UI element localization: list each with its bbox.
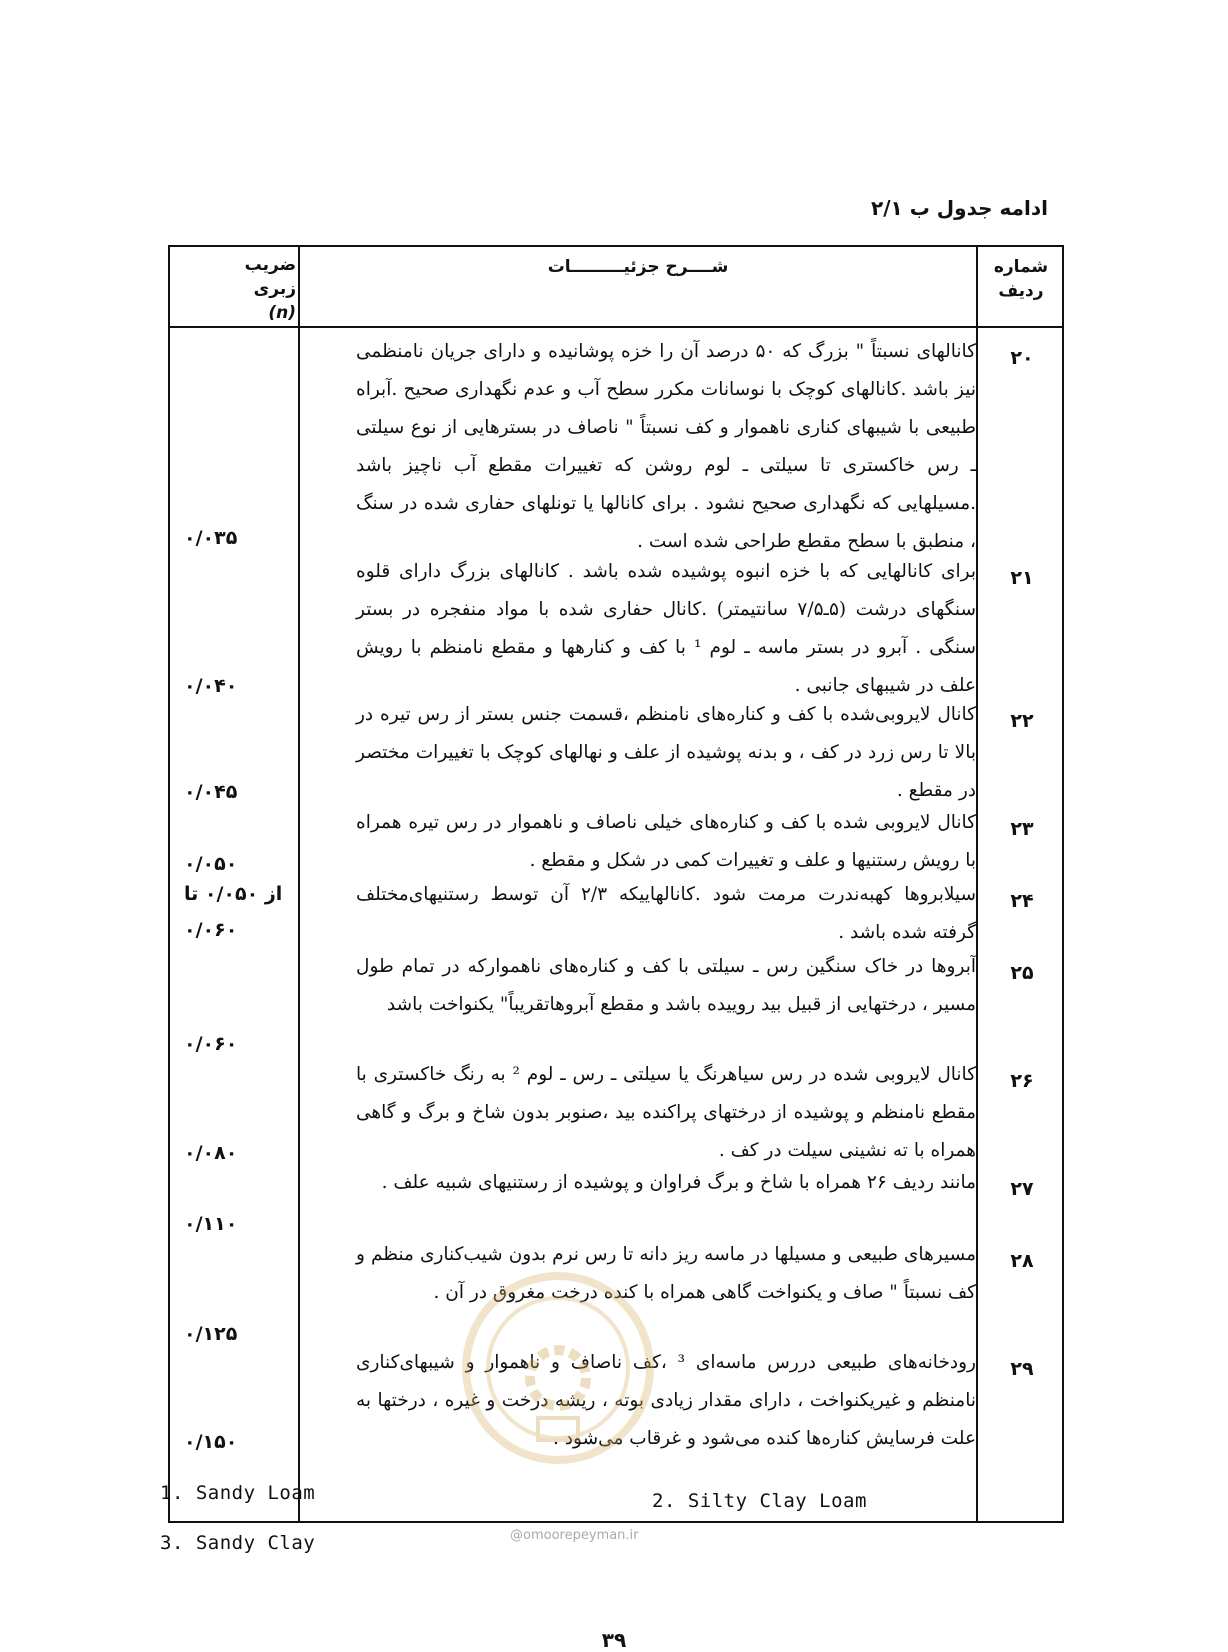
row-coefficient: ۰/۰۴۰ [184,675,238,697]
header-coef-line: ضریب [244,255,296,275]
row-coefficient: از ۰/۰۵۰ تا ۰/۰۶۰ [184,883,283,941]
row-number: ۲۹ [1010,1358,1034,1380]
row-number: ۲۵ [1010,962,1034,984]
row-description: رودخانه‌های طبیعی دررس ماسه‌ای ³ ،کف ناصاف و ناهموار و شیبهای‌کناری نامنظم و غیریکنواخت ، دارای مقدار زیادی بوته ، ریشه درخت و غیره ، درختها به علت فرسایش کناره‌ها کنده می‌شود و غرقاب می‌شود . [356,1352,976,1449]
row-number: ۲۶ [1010,1070,1034,1092]
footnote-1: 1. Sandy Loam [160,1482,316,1504]
table-continuation-heading: ادامه جدول ب ۲/۱ [871,196,1048,220]
row-number: ۲۸ [1010,1250,1034,1272]
row-description: مسیرهای طبیعی و مسیلها در ماسه ریز دانه تا رس نرم بدون شیب‌کناری منظم و کف نسبتاً " صاف و یکنواخت گاهی همراه با کنده درخت مغروق در آن . [356,1244,976,1303]
row-description: کانال لایروبی شده در رس سیاهرنگ یا سیلتی ـ رس ـ لوم ² به رنگ خاکستری با مقطع نامنظم و پوشیده از درختهای پراکنده بید ،صنوبر بدون شاخ و برگ و گاهی همراه با ته نشینی سیلت در کف . [356,1064,977,1161]
row-coefficient: ۰/۰۸۰ [184,1142,238,1164]
row-number: ۲۱ [1010,567,1034,589]
page-number: ۳۹ [601,1628,627,1652]
row-description: برای کانالهایی که با خزه انبوه پوشیده شده باشد . کانالهای بزرگ دارای قلوه سنگهای درشت (۵ـ۷/۵ سانتیمتر) .کانال حفاری شده با مواد منفجره در بستر سنگی . آبرو در بستر ماسه ـ لوم ¹ با کف و کنارهها و مقطع نامنظم با رویش علف در شیبهای جانبی . [356,561,976,696]
row-description: سیلابروها کهبه‌ندرت مرمت شود .کانالهاییکه ۲/۳ آن توسط رستنیهای‌مختلف گرفته شده باشد . [356,884,976,943]
row-coefficient: ۰/۱۱۰ [184,1213,238,1235]
header-row-number [978,255,1064,303]
row-coefficient: ۰/۰۶۰ [184,1033,238,1055]
header-description: شــــرح جزئیـــــــــات [547,257,729,277]
row-coefficient: ۰/۱۲۵ [184,1323,238,1345]
column-divider [298,247,300,1521]
row-coefficient: ۰/۱۵۰ [184,1431,238,1453]
header-coef-line: زبری [253,279,296,299]
footnote-3: 3. Sandy Clay [160,1532,316,1554]
footnote-2: 2. Silty Clay Loam [652,1490,867,1512]
row-number: ۲۳ [1010,818,1034,840]
row-description: کانالهای نسبتاً " بزرگ که ۵۰ درصد آن را خزه پوشانیده و دارای جریان نامنظمی نیز باشد .کانالهای کوچک با نوسانات مکرر سطح آب و عدم نگهداری صحیح .آبراه طبیعی با شیبهای کناری ناهموار و کف نسبتاً " ناصاف در بسترهایی از نوع سیلتی ـ رس خاکستری تا سیلتی ـ لوم روشن که تغییرات مقطع آب ناچیز باشد .مسیلهایی که نگهداری صحیح نشود . برای کانالها یا تونلهای حفاری شده در سنگ ، منطبق با سطح مقطع طراحی شده است . [356,341,976,552]
row-description: کانال لایروبی شده با کف و کناره‌های خیلی ناصاف و ناهموار در رس تیره همراه با رویش رستنیها و علف و تغییرات کمی در شکل و مقطع . [356,812,976,871]
row-coefficient: ۰/۰۴۵ [184,781,238,803]
column-divider [976,247,978,1521]
row-description: مانند ردیف ۲۶ همراه با شاخ و برگ فراوان و پوشیده از رستنیهای شبیه علف . [381,1172,976,1193]
watermark-seal-icon [458,1268,658,1468]
row-coefficient: ۰/۰۳۵ [184,527,238,549]
header-coefficient [200,253,296,325]
header-row-line: ردیف [998,281,1044,301]
watermark-text: @omoorepeyman.ir [510,1528,639,1543]
row-coefficient: ۰/۰۵۰ [184,853,238,875]
row-description: کانال لایروبی‌شده با کف و کناره‌های نامنظم ،قسمت جنس بستر از رس تیره در بالا تا رس زرد در کف ، و بدنه پوشیده از علف و نهالهای کوچک با تغییرات مختصر در مقطع . [356,704,976,801]
header-divider [170,326,1062,328]
header-row-line: شماره [993,257,1049,277]
row-description: آبروها در خاک سنگین رس ـ سیلتی با کف و کناره‌های ناهموارکه در تمام طول مسیر ، درختهایی از قبیل بید روییده باشد و مقطع آبروهاتقریباً" یکنواخت باشد [356,956,976,1015]
header-coef-line: (n) [268,303,296,323]
row-number: ۲۴ [1010,890,1034,912]
row-number: ۲۰ [1010,347,1034,369]
row-number: ۲۷ [1010,1178,1034,1200]
row-number: ۲۲ [1010,710,1034,732]
